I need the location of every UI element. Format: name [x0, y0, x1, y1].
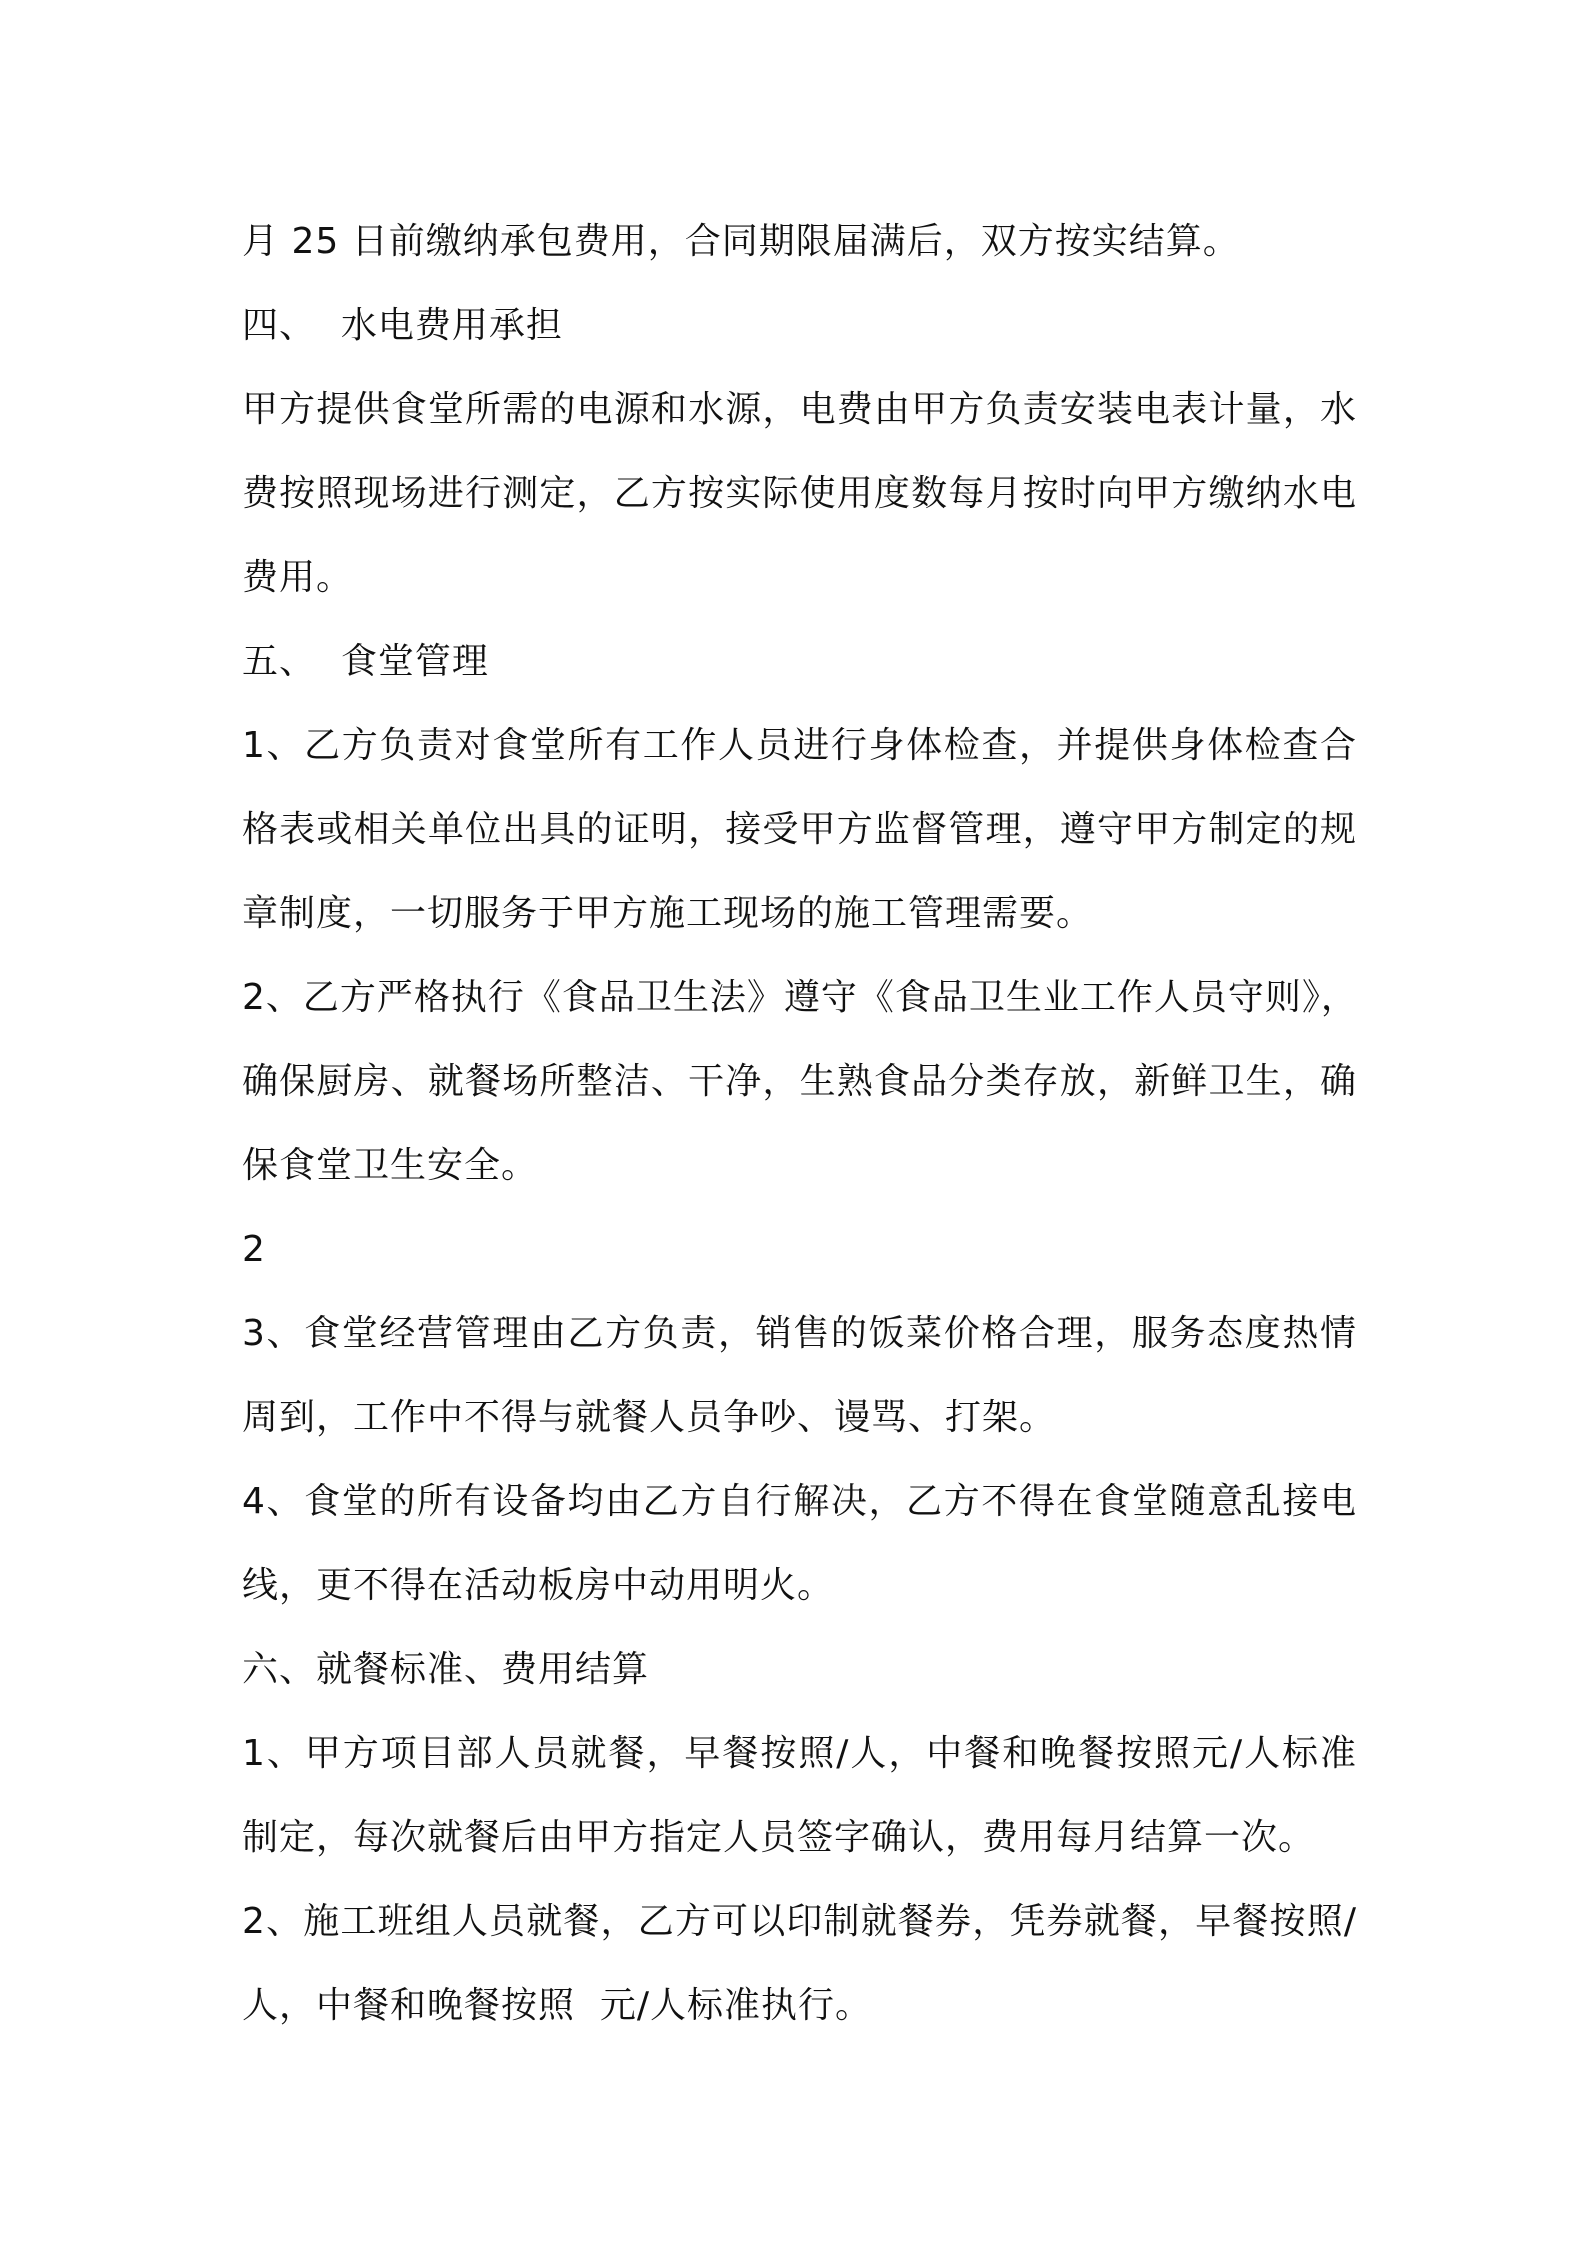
section-heading-utilities: 四、 水电费用承担 — [242, 305, 563, 346]
paragraph-line: 2、施工班组人员就餐，乙方可以印制就餐券，凭券就餐，早餐按照/ — [242, 1901, 1357, 1942]
paragraph-line: 制定，每次就餐后由甲方指定人员签字确认，费用每月结算一次。 — [242, 1817, 1316, 1858]
paragraph-line: 1、乙方负责对食堂所有工作人员进行身体检查，并提供身体检查合 — [242, 725, 1357, 766]
paragraph-line: 人，中餐和晚餐按照 元/人标准执行。 — [242, 1985, 873, 2026]
paragraph-line: 2、乙方严格执行《食品卫生法》遵守《食品卫生业工作人员守则》， — [242, 977, 1358, 1018]
paragraph-line: 费按照现场进行测定，乙方按实际使用度数每月按时向甲方缴纳水电 — [242, 473, 1357, 514]
paragraph-line: 章制度，一切服务于甲方施工现场的施工管理需要。 — [242, 893, 1094, 934]
paragraph-line: 甲方提供食堂所需的电源和水源，电费由甲方负责安装电表计量，水 — [242, 389, 1357, 430]
paragraph-line: 保食堂卫生安全。 — [242, 1145, 539, 1186]
paragraph-line: 1、甲方项目部人员就餐，早餐按照/人，中餐和晚餐按照元/人标准 — [242, 1733, 1357, 1774]
paragraph-line: 确保厨房、就餐场所整洁、干净，生熟食品分类存放，新鲜卫生，确 — [242, 1061, 1357, 1102]
paragraph-line: 格表或相关单位出具的证明，接受甲方监督管理，遵守甲方制定的规 — [242, 809, 1357, 850]
paragraph-line: 费用。 — [242, 557, 354, 598]
page-number: 2 — [242, 1229, 266, 1270]
section-heading-canteen-management: 五、 食堂管理 — [242, 641, 489, 682]
document-page — [242, 200, 1357, 2048]
paragraph-line: 4、食堂的所有设备均由乙方自行解决，乙方不得在食堂随意乱接电 — [242, 1481, 1357, 1522]
paragraph-line: 3、食堂经营管理由乙方负责，销售的饭菜价格合理，服务态度热情 — [242, 1313, 1357, 1354]
paragraph-line: 周到，工作中不得与就餐人员争吵、谩骂、打架。 — [242, 1397, 1057, 1438]
paragraph-line: 线，更不得在活动板房中动用明火。 — [242, 1565, 835, 1606]
section-heading-meal-standards: 六、就餐标准、费用结算 — [242, 1649, 650, 1690]
paragraph-line: 月 25 日前缴纳承包费用，合同期限届满后，双方按实结算。 — [242, 221, 1240, 262]
